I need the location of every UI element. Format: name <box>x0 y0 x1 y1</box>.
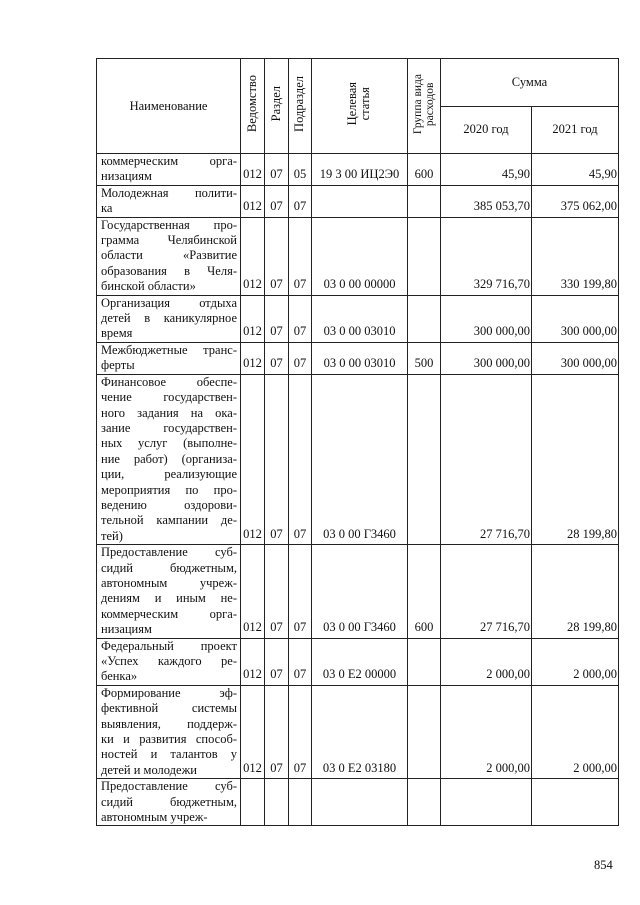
row-name: коммерческим орга- низациям <box>97 154 241 186</box>
expense-group-cell <box>408 217 441 295</box>
vedomstvo-cell: 012 <box>241 374 265 544</box>
row-name: Организация отдыха детей в каникулярное время <box>97 295 241 342</box>
table-row <box>97 295 619 342</box>
podrazdel-cell: 07 <box>289 685 312 778</box>
table-row <box>97 154 619 186</box>
table-row <box>97 374 619 544</box>
target-article-cell <box>312 185 408 217</box>
row-name: Молодежная полити- ка <box>97 185 241 217</box>
row-name: Межбюджетные транс- ферты <box>97 342 241 374</box>
sum-2020-cell: 2 000,00 <box>441 685 532 778</box>
header-year-2021: 2021 год <box>532 106 619 154</box>
podrazdel-cell: 07 <box>289 342 312 374</box>
vedomstvo-cell: 012 <box>241 217 265 295</box>
podrazdel-cell: 07 <box>289 638 312 685</box>
sum-2020-cell: 385 053,70 <box>441 185 532 217</box>
header-summa: Сумма <box>441 59 619 107</box>
podrazdel-cell <box>289 779 312 826</box>
vedomstvo-cell: 012 <box>241 185 265 217</box>
podrazdel-cell: 07 <box>289 295 312 342</box>
podrazdel-cell: 05 <box>289 154 312 186</box>
razdel-cell: 07 <box>265 374 289 544</box>
target-article-cell: 03 0 00 Г3460 <box>312 374 408 544</box>
podrazdel-cell: 07 <box>289 374 312 544</box>
row-name: Финансовое обеспе- чение государствен- ного задания на ока- зание государствен- ных услуг (выполне- ние работ) (организа- ции, реализующие мероприятия по про- ведению оздорови- тельной кампании де- тей) <box>97 374 241 544</box>
expense-group-cell <box>408 295 441 342</box>
vedomstvo-cell: 012 <box>241 638 265 685</box>
sum-2021-cell: 300 000,00 <box>532 295 619 342</box>
podrazdel-cell: 07 <box>289 185 312 217</box>
sum-2021-cell: 375 062,00 <box>532 185 619 217</box>
expense-group-cell: 500 <box>408 342 441 374</box>
header-name: Наименование <box>97 59 241 154</box>
vedomstvo-cell: 012 <box>241 545 265 638</box>
expense-group-cell <box>408 185 441 217</box>
header-razdel: Раздел <box>265 59 289 154</box>
podrazdel-cell: 07 <box>289 217 312 295</box>
vedomstvo-cell <box>241 779 265 826</box>
header-gruppa: Группа вида расходов <box>408 59 441 154</box>
razdel-cell: 07 <box>265 685 289 778</box>
sum-2020-cell: 27 716,70 <box>441 545 532 638</box>
target-article-cell: 03 0 Е2 03180 <box>312 685 408 778</box>
row-name: Предоставление суб- сидий бюджетным, автономным учреж- <box>97 779 241 826</box>
target-article-cell: 03 0 00 03010 <box>312 342 408 374</box>
expense-group-cell <box>408 638 441 685</box>
expense-group-cell <box>408 374 441 544</box>
vedomstvo-cell: 012 <box>241 154 265 186</box>
target-article-cell: 03 0 00 Г3460 <box>312 545 408 638</box>
razdel-cell: 07 <box>265 342 289 374</box>
sum-2021-cell: 330 199,80 <box>532 217 619 295</box>
sum-2020-cell: 27 716,70 <box>441 374 532 544</box>
target-article-cell: 03 0 00 00000 <box>312 217 408 295</box>
table-row <box>97 779 619 826</box>
table-row <box>97 638 619 685</box>
target-article-cell: 19 3 00 ИЦ2Э0 <box>312 154 408 186</box>
sum-2021-cell: 2 000,00 <box>532 638 619 685</box>
table-header-row <box>97 59 619 107</box>
razdel-cell: 07 <box>265 217 289 295</box>
target-article-cell <box>312 779 408 826</box>
razdel-cell: 07 <box>265 545 289 638</box>
budget-table <box>96 58 619 826</box>
podrazdel-cell: 07 <box>289 545 312 638</box>
sum-2020-cell: 300 000,00 <box>441 342 532 374</box>
razdel-cell: 07 <box>265 295 289 342</box>
sum-2021-cell: 2 000,00 <box>532 685 619 778</box>
header-year-2020: 2020 год <box>441 106 532 154</box>
sum-2020-cell: 45,90 <box>441 154 532 186</box>
row-name: Федеральный проект «Успех каждого ре- бенка» <box>97 638 241 685</box>
vedomstvo-cell: 012 <box>241 295 265 342</box>
sum-2020-cell: 300 000,00 <box>441 295 532 342</box>
expense-group-cell: 600 <box>408 154 441 186</box>
row-name: Формирование эф- фективной системы выявления, поддерж- ки и развития способ- ностей и талантов у детей и молодежи <box>97 685 241 778</box>
razdel-cell: 07 <box>265 185 289 217</box>
vedomstvo-cell: 012 <box>241 685 265 778</box>
header-podrazdel: Подраздел <box>289 59 312 154</box>
target-article-cell: 03 0 Е2 00000 <box>312 638 408 685</box>
table-row <box>97 545 619 638</box>
sum-2021-cell: 300 000,00 <box>532 342 619 374</box>
sum-2021-cell: 28 199,80 <box>532 374 619 544</box>
table-row <box>97 685 619 778</box>
table-row <box>97 342 619 374</box>
razdel-cell <box>265 779 289 826</box>
expense-group-cell: 600 <box>408 545 441 638</box>
razdel-cell: 07 <box>265 638 289 685</box>
header-celevaya: Целевая статья <box>312 59 408 154</box>
sum-2020-cell <box>441 779 532 826</box>
header-vedomstvo: Ведомство <box>241 59 265 154</box>
vedomstvo-cell: 012 <box>241 342 265 374</box>
sum-2020-cell: 2 000,00 <box>441 638 532 685</box>
row-name: Государственная про- грамма Челябинской области «Развитие образования в Челя- бинской области» <box>97 217 241 295</box>
sum-2021-cell: 28 199,80 <box>532 545 619 638</box>
page-number: 854 <box>594 858 613 872</box>
sum-2021-cell <box>532 779 619 826</box>
expense-group-cell <box>408 685 441 778</box>
table-row <box>97 217 619 295</box>
expense-group-cell <box>408 779 441 826</box>
row-name: Предоставление суб- сидий бюджетным, автономным учреж- дениям и иным не- коммерческим орга- низациям <box>97 545 241 638</box>
razdel-cell: 07 <box>265 154 289 186</box>
table-row <box>97 185 619 217</box>
sum-2021-cell: 45,90 <box>532 154 619 186</box>
target-article-cell: 03 0 00 03010 <box>312 295 408 342</box>
sum-2020-cell: 329 716,70 <box>441 217 532 295</box>
